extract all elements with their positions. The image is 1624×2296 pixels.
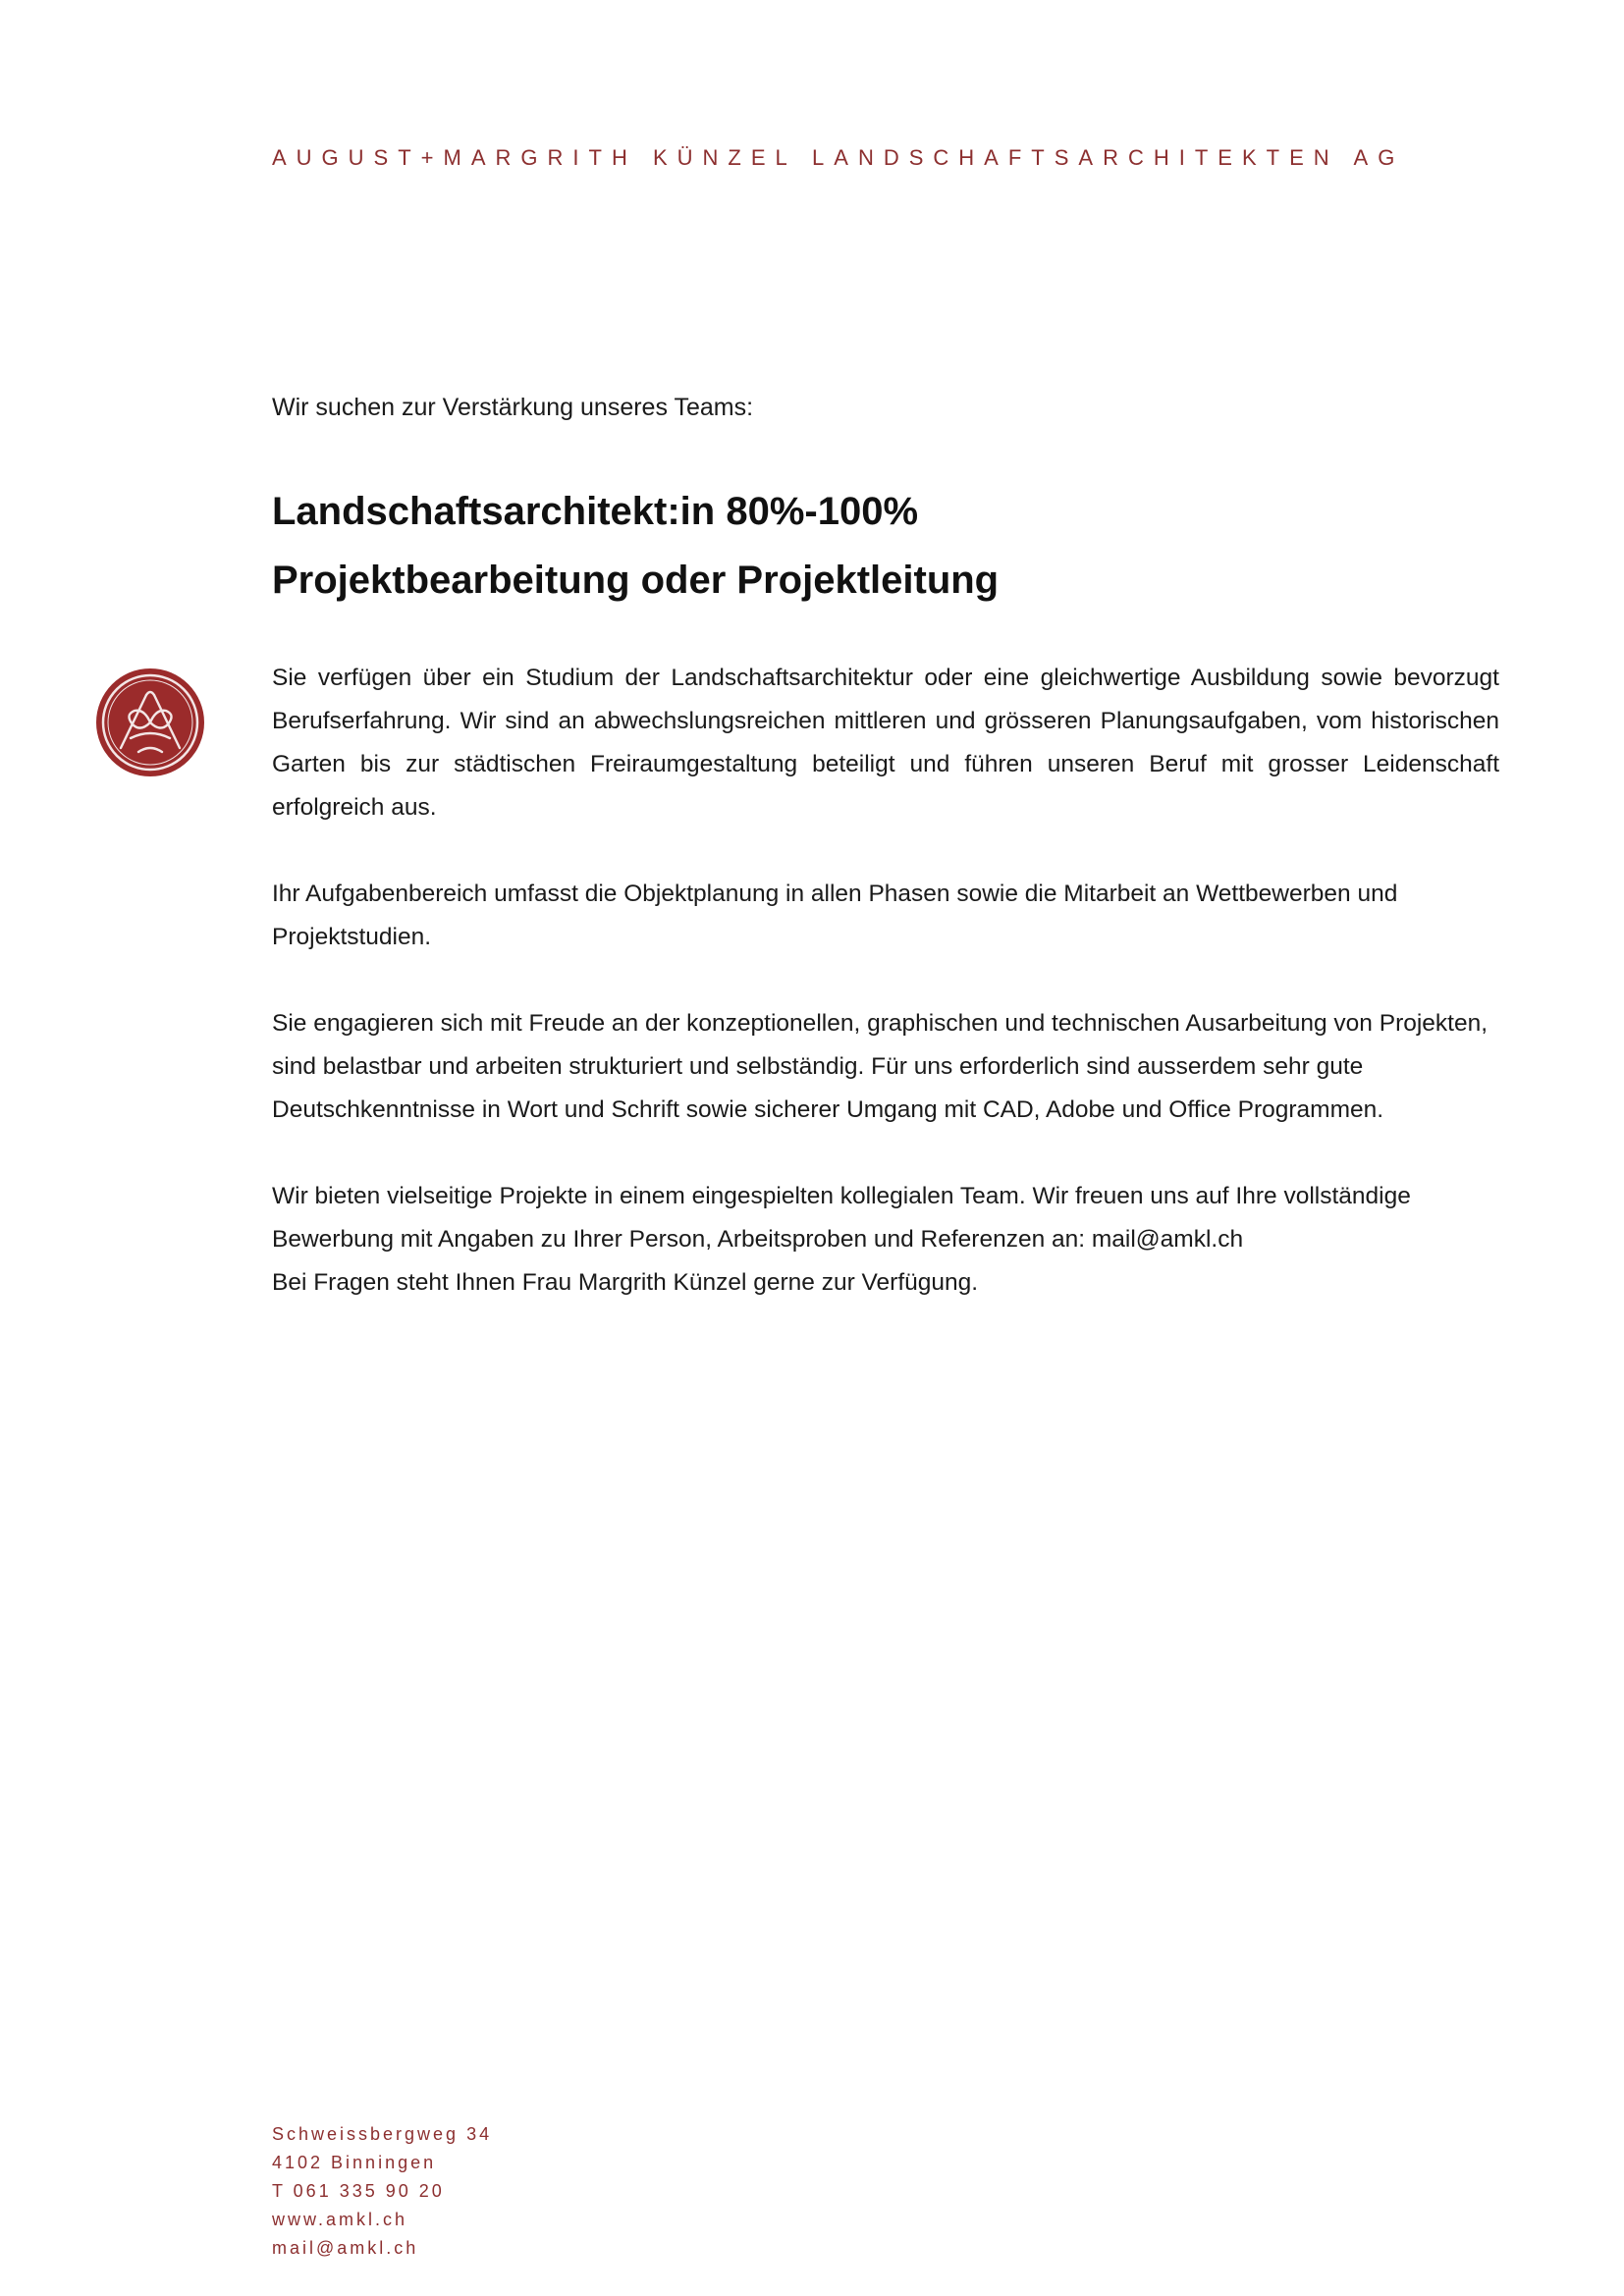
paragraph-qualifications: Sie verfügen über ein Studium der Landschaftsarchitektur oder eine gleichwertige Ausbildung sowie bevorzugt Berufserfahrung. Wir sind an abwechslungsreichen mittleren und grösseren Planungsaufgaben, vom historischen Garten bis zur städtischen Freiraumgestaltung beteiligt und führen unseren Beruf mit grosser Leidenschaft erfolgreich aus. (272, 665, 1499, 821)
footer-phone: T 061 335 90 20 (272, 2181, 445, 2201)
paragraph-offer-contact: Bei Fragen steht Ihnen Frau Margrith Künzel gerne zur Verfügung. (272, 1269, 979, 1296)
company-letterhead: AUGUST+MARGRITH KÜNZEL LANDSCHAFTSARCHITEKTEN AG (272, 145, 1405, 170)
footer-city: 4102 Binningen (272, 2153, 437, 2172)
job-title (272, 477, 999, 614)
job-title-line-1: Landschaftsarchitekt:in 80%-100% (272, 490, 919, 533)
paragraph-offer-main: Wir bieten vielseitige Projekte in einem eingespielten kollegialen Team. Wir freuen uns auf Ihre vollständige Bewerbung mit Angaben zu Ihrer Person, Arbeitsproben und Referenzen an: mail@amkl.ch (272, 1183, 1411, 1253)
paragraph-responsibilities: Ihr Aufgabenbereich umfasst die Objektplanung in allen Phasen sowie die Mitarbeit an Wettbewerben und Projektstudien. (272, 881, 1398, 950)
intro-text: Wir suchen zur Verstärkung unseres Teams: (272, 394, 754, 421)
footer-web-link[interactable]: www.amkl.ch (272, 2210, 408, 2229)
job-description (272, 657, 1499, 1348)
footer-street: Schweissbergweg 34 (272, 2124, 493, 2144)
paragraph-offer (272, 1175, 1499, 1305)
footer-email-link[interactable]: mail@amkl.ch (272, 2238, 419, 2258)
footer-address (272, 2120, 492, 2263)
paragraph-requirements: Sie engagieren sich mit Freude an der konzeptionellen, graphischen und technischen Ausarbeitung von Projekten, sind belastbar und arbeiten strukturiert und selbständig. Für uns erforderlich sind ausserdem sehr gute Deutschkenntnisse in Wort und Schrift sowie sicherer Umgang mit CAD, Adobe und Office Programmen. (272, 1010, 1489, 1123)
job-title-line-2: Projektbearbeitung oder Projektleitung (272, 559, 1000, 602)
amkl-monogram-seal-icon (95, 667, 205, 777)
